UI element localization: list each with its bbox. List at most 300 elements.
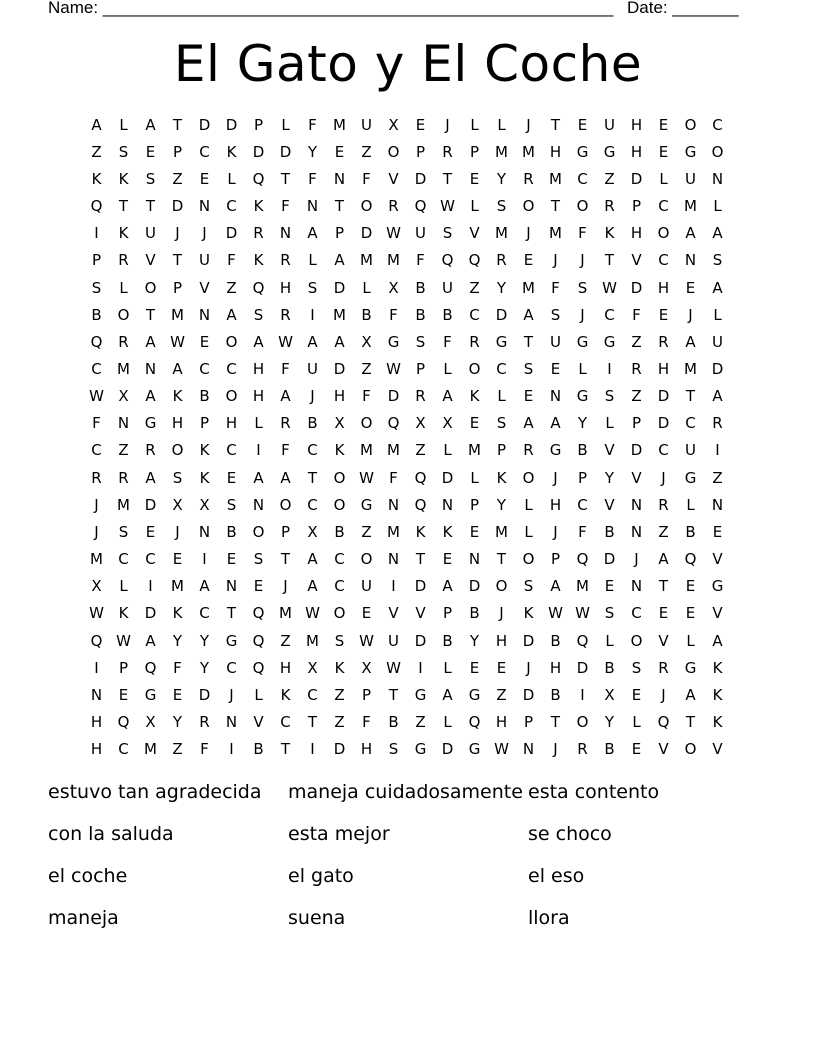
grid-letter: S	[496, 197, 507, 216]
grid-letter: M	[387, 251, 400, 270]
grid-letter: J	[175, 522, 180, 541]
grid-letter: K	[334, 441, 345, 460]
grid-letter: A	[199, 577, 210, 596]
grid-letter: R	[388, 197, 399, 216]
grid-letter: K	[226, 142, 237, 161]
grid-letter: O	[279, 495, 292, 514]
grid-letter: F	[362, 169, 371, 188]
grid-letter: Y	[172, 631, 183, 650]
grid-letter: J	[553, 522, 558, 541]
grid-letter: I	[310, 740, 315, 759]
grid-letter: Z	[712, 468, 723, 487]
grid-letter: K	[91, 169, 102, 188]
grid-letter: I	[148, 577, 153, 596]
grid-letter: M	[576, 577, 589, 596]
grid-letter: D	[144, 495, 157, 514]
grid-letter: E	[199, 332, 210, 351]
grid-letter: D	[198, 685, 211, 704]
grid-letter: I	[94, 658, 99, 677]
grid-letter: T	[280, 740, 291, 759]
grid-letter: H	[657, 278, 670, 297]
grid-letter: C	[91, 359, 102, 378]
grid-letter: Q	[468, 713, 481, 732]
grid-letter: E	[361, 604, 372, 623]
grid-letter: G	[603, 142, 616, 161]
grid-letter: L	[605, 414, 614, 433]
grid-letter: N	[279, 224, 292, 243]
grid-letter: A	[172, 359, 183, 378]
grid-letter: D	[657, 414, 670, 433]
grid-letter: Z	[631, 332, 642, 351]
grid-letter: O	[333, 468, 346, 487]
grid-letter: Z	[469, 278, 480, 297]
grid-letter: N	[387, 495, 400, 514]
grid-letter: B	[604, 740, 615, 759]
grid-letter: L	[443, 359, 452, 378]
grid-letter: T	[523, 332, 534, 351]
grid-letter: Q	[414, 495, 427, 514]
grid-letter: N	[306, 197, 319, 216]
grid-letter: F	[362, 713, 371, 732]
grid-letter: J	[580, 251, 585, 270]
grid-letter: Q	[468, 251, 481, 270]
grid-letter: H	[90, 713, 103, 732]
grid-letter: L	[713, 197, 722, 216]
grid-letter: P	[631, 197, 642, 216]
grid-letter: C	[631, 604, 642, 623]
grid-letter: W	[602, 278, 617, 297]
grid-letter: A	[91, 115, 102, 134]
grid-letter: E	[631, 740, 642, 759]
grid-letter: P	[631, 414, 642, 433]
grid-letter: K	[253, 251, 264, 270]
grid-letter: T	[172, 251, 183, 270]
grid-letter: A	[145, 468, 156, 487]
grid-letter: J	[553, 251, 558, 270]
grid-letter: H	[279, 658, 292, 677]
word-list-item: estuvo tan agradecida	[48, 781, 262, 803]
grid-letter: S	[145, 169, 156, 188]
grid-letter: Y	[199, 631, 210, 650]
grid-letter: F	[173, 658, 182, 677]
grid-letter: S	[523, 577, 534, 596]
grid-letter: A	[550, 414, 561, 433]
grid-letter: M	[171, 305, 184, 324]
grid-letter: S	[415, 332, 426, 351]
grid-letter: L	[686, 495, 695, 514]
grid-letter: L	[308, 251, 317, 270]
grid-letter: P	[118, 658, 129, 677]
grid-letter: C	[226, 658, 237, 677]
grid-letter: G	[576, 332, 589, 351]
grid-letter: G	[711, 577, 724, 596]
grid-letter: A	[685, 224, 696, 243]
grid-letter: P	[199, 414, 210, 433]
word-list-item: esta mejor	[288, 823, 390, 845]
grid-letter: D	[333, 278, 346, 297]
grid-letter: M	[549, 224, 562, 243]
grid-letter: K	[253, 197, 264, 216]
grid-letter: C	[577, 495, 588, 514]
grid-letter: C	[145, 550, 156, 569]
grid-letter: L	[119, 278, 128, 297]
grid-letter: L	[686, 631, 695, 650]
grid-letter: R	[118, 332, 129, 351]
grid-letter: A	[442, 685, 453, 704]
word-list-item: maneja cuidadosamente	[288, 781, 523, 803]
grid-letter: C	[118, 550, 129, 569]
grid-letter: D	[225, 224, 238, 243]
grid-letter: T	[334, 197, 345, 216]
grid-letter: S	[91, 278, 102, 297]
grid-letter: S	[523, 359, 534, 378]
grid-letter: E	[685, 604, 696, 623]
grid-letter: C	[280, 713, 291, 732]
grid-letter: B	[604, 522, 615, 541]
grid-letter: M	[468, 441, 481, 460]
grid-letter: U	[307, 359, 318, 378]
grid-letter: J	[526, 115, 531, 134]
grid-letter: N	[711, 169, 724, 188]
grid-letter: E	[523, 251, 534, 270]
grid-letter: L	[470, 115, 479, 134]
grid-letter: I	[418, 658, 423, 677]
grid-letter: C	[658, 251, 669, 270]
grid-letter: M	[495, 142, 508, 161]
grid-letter: X	[604, 685, 615, 704]
grid-letter: J	[310, 387, 315, 406]
grid-letter: A	[523, 414, 534, 433]
worksheet-header	[48, 0, 748, 18]
grid-letter: D	[441, 468, 454, 487]
grid-letter: D	[495, 305, 508, 324]
grid-letter: G	[684, 468, 697, 487]
grid-letter: V	[604, 441, 615, 460]
grid-letter: M	[171, 577, 184, 596]
grid-letter: Q	[252, 658, 265, 677]
grid-letter: O	[117, 305, 130, 324]
grid-letter: X	[307, 522, 318, 541]
grid-letter: F	[281, 441, 290, 460]
grid-letter: Z	[226, 278, 237, 297]
grid-letter: Q	[576, 550, 589, 569]
grid-letter: O	[684, 740, 697, 759]
grid-letter: E	[199, 169, 210, 188]
grid-letter: T	[685, 387, 696, 406]
grid-letter: F	[578, 522, 587, 541]
grid-letter: L	[497, 115, 506, 134]
grid-letter: T	[550, 197, 561, 216]
grid-letter: W	[548, 604, 563, 623]
grid-letter: J	[634, 550, 639, 569]
grid-letter: P	[550, 550, 561, 569]
grid-letter: W	[89, 604, 104, 623]
grid-letter: C	[226, 359, 237, 378]
grid-letter: S	[307, 278, 318, 297]
grid-letter: A	[253, 332, 264, 351]
grid-letter: C	[712, 115, 723, 134]
grid-letter: K	[172, 387, 183, 406]
grid-letter: C	[307, 441, 318, 460]
grid-letter: L	[659, 169, 668, 188]
grid-letter: N	[441, 495, 454, 514]
grid-letter: A	[334, 332, 345, 351]
word-list-item: esta contento	[528, 781, 660, 803]
grid-letter: M	[684, 359, 697, 378]
grid-letter: Q	[252, 278, 265, 297]
grid-letter: O	[252, 522, 265, 541]
grid-letter: U	[361, 115, 372, 134]
grid-letter: D	[711, 359, 724, 378]
grid-letter: C	[226, 441, 237, 460]
grid-letter: N	[630, 522, 643, 541]
grid-letter: W	[440, 197, 455, 216]
grid-letter: S	[172, 468, 183, 487]
grid-letter: P	[361, 685, 372, 704]
grid-letter: J	[526, 224, 531, 243]
grid-letter: Q	[414, 468, 427, 487]
grid-letter: O	[171, 441, 184, 460]
grid-letter: O	[225, 332, 238, 351]
grid-letter: B	[415, 278, 426, 297]
grid-letter: O	[522, 197, 535, 216]
grid-letter: A	[685, 685, 696, 704]
grid-letter: H	[333, 387, 346, 406]
grid-letter: E	[469, 169, 480, 188]
grid-letter: D	[657, 387, 670, 406]
word-list-item: el coche	[48, 865, 128, 887]
grid-letter: D	[630, 278, 643, 297]
grid-letter: P	[172, 278, 183, 297]
grid-letter: S	[118, 142, 129, 161]
grid-letter: R	[199, 713, 210, 732]
grid-letter: Q	[90, 332, 103, 351]
grid-letter: E	[685, 278, 696, 297]
grid-letter: O	[387, 142, 400, 161]
grid-letter: S	[550, 305, 561, 324]
grid-letter: U	[685, 169, 696, 188]
grid-letter: A	[712, 224, 723, 243]
grid-letter: G	[495, 332, 508, 351]
grid-letter: Z	[334, 685, 345, 704]
grid-letter: F	[389, 468, 398, 487]
grid-letter: W	[170, 332, 185, 351]
grid-letter: X	[145, 713, 156, 732]
grid-letter: C	[577, 169, 588, 188]
grid-letter: H	[657, 359, 670, 378]
grid-letter: C	[685, 414, 696, 433]
grid-letter: E	[415, 115, 426, 134]
grid-letter: R	[91, 468, 102, 487]
grid-letter: J	[283, 577, 288, 596]
grid-letter: M	[387, 522, 400, 541]
grid-letter: W	[386, 224, 401, 243]
grid-letter: Z	[118, 441, 129, 460]
grid-letter: R	[280, 414, 291, 433]
grid-letter: K	[280, 685, 291, 704]
grid-letter: V	[658, 631, 669, 650]
grid-letter: F	[92, 414, 101, 433]
grid-letter: O	[360, 197, 373, 216]
grid-letter: R	[604, 197, 615, 216]
grid-letter: X	[388, 278, 399, 297]
grid-letter: V	[388, 169, 399, 188]
grid-letter: U	[550, 332, 561, 351]
grid-letter: Q	[252, 604, 265, 623]
grid-letter: O	[360, 550, 373, 569]
grid-letter: A	[712, 278, 723, 297]
grid-letter: D	[225, 115, 238, 134]
grid-letter: E	[685, 577, 696, 596]
grid-letter: Z	[91, 142, 102, 161]
grid-letter: H	[630, 224, 643, 243]
grid-letter: B	[334, 522, 345, 541]
grid-letter: X	[388, 115, 399, 134]
grid-letter: T	[307, 468, 318, 487]
grid-letter: M	[522, 278, 535, 297]
grid-letter: Q	[252, 631, 265, 650]
grid-letter: T	[442, 169, 453, 188]
grid-letter: F	[308, 169, 317, 188]
grid-letter: R	[118, 251, 129, 270]
grid-letter: E	[658, 142, 669, 161]
grid-letter: I	[715, 441, 720, 460]
grid-letter: C	[91, 441, 102, 460]
grid-letter: T	[496, 550, 507, 569]
grid-letter: Z	[334, 713, 345, 732]
grid-letter: N	[90, 685, 103, 704]
grid-letter: C	[199, 359, 210, 378]
grid-letter: N	[333, 169, 346, 188]
name-field-label: Name: ______________________________________________________	[48, 0, 614, 17]
grid-letter: K	[172, 604, 183, 623]
grid-letter: P	[334, 224, 345, 243]
grid-letter: K	[118, 224, 129, 243]
grid-letter: R	[658, 495, 669, 514]
grid-letter: J	[580, 305, 585, 324]
grid-letter: Z	[361, 359, 372, 378]
grid-letter: U	[361, 577, 372, 596]
grid-letter: D	[333, 359, 346, 378]
grid-letter: U	[685, 441, 696, 460]
grid-letter: O	[495, 577, 508, 596]
grid-letter: V	[469, 224, 480, 243]
grid-letter: S	[604, 387, 615, 406]
grid-letter: C	[604, 305, 615, 324]
grid-letter: Q	[90, 631, 103, 650]
grid-letter: L	[632, 713, 641, 732]
grid-letter: G	[684, 142, 697, 161]
grid-letter: E	[523, 387, 534, 406]
grid-letter: A	[442, 387, 453, 406]
grid-letter: U	[712, 332, 723, 351]
grid-letter: G	[576, 142, 589, 161]
grid-letter: G	[360, 495, 373, 514]
grid-letter: V	[631, 468, 642, 487]
grid-letter: P	[91, 251, 102, 270]
grid-letter: R	[658, 332, 669, 351]
grid-letter: G	[144, 414, 157, 433]
grid-letter: Z	[172, 740, 183, 759]
grid-letter: E	[604, 577, 615, 596]
grid-letter: Y	[496, 495, 507, 514]
grid-letter: D	[603, 550, 616, 569]
grid-letter: W	[305, 604, 320, 623]
grid-letter: N	[252, 495, 265, 514]
grid-letter: M	[495, 224, 508, 243]
grid-letter: A	[280, 468, 291, 487]
grid-letter: O	[360, 414, 373, 433]
grid-letter: C	[226, 197, 237, 216]
grid-letter: K	[712, 658, 723, 677]
grid-letter: A	[334, 251, 345, 270]
grid-letter: R	[442, 142, 453, 161]
grid-letter: H	[549, 495, 562, 514]
grid-letter: V	[388, 604, 399, 623]
grid-letter: L	[443, 713, 452, 732]
grid-letter: T	[388, 685, 399, 704]
grid-letter: W	[494, 740, 509, 759]
grid-letter: T	[145, 305, 156, 324]
grid-letter: A	[550, 577, 561, 596]
grid-letter: Q	[387, 414, 400, 433]
grid-letter: R	[145, 441, 156, 460]
grid-letter: X	[118, 387, 129, 406]
grid-letter: Q	[117, 713, 130, 732]
grid-letter: L	[713, 305, 722, 324]
grid-letter: S	[388, 740, 399, 759]
grid-letter: K	[496, 468, 507, 487]
grid-letter: D	[333, 740, 346, 759]
grid-letter: R	[118, 468, 129, 487]
word-list-item: con la saluda	[48, 823, 174, 845]
grid-letter: O	[630, 631, 643, 650]
grid-letter: R	[523, 169, 534, 188]
grid-letter: W	[359, 468, 374, 487]
grid-letter: V	[199, 278, 210, 297]
grid-letter: K	[118, 169, 129, 188]
grid-letter: U	[145, 224, 156, 243]
grid-letter: O	[225, 387, 238, 406]
grid-letter: F	[551, 278, 560, 297]
grid-letter: K	[469, 387, 480, 406]
grid-letter: I	[229, 740, 234, 759]
grid-letter: M	[549, 169, 562, 188]
grid-letter: I	[256, 441, 261, 460]
grid-letter: V	[712, 604, 723, 623]
grid-letter: K	[604, 224, 615, 243]
grid-letter: E	[577, 115, 588, 134]
grid-letter: Z	[658, 522, 669, 541]
grid-letter: S	[604, 604, 615, 623]
grid-letter: J	[229, 685, 234, 704]
grid-letter: M	[360, 251, 373, 270]
grid-letter: S	[442, 224, 453, 243]
grid-letter: T	[658, 577, 669, 596]
grid-letter: P	[469, 495, 480, 514]
grid-letter: A	[307, 550, 318, 569]
grid-letter: B	[685, 522, 696, 541]
grid-letter: Z	[631, 387, 642, 406]
grid-letter: Q	[684, 550, 697, 569]
grid-letter: J	[661, 468, 666, 487]
grid-letter: T	[550, 115, 561, 134]
grid-letter: T	[685, 713, 696, 732]
grid-letter: E	[469, 658, 480, 677]
grid-letter: D	[360, 224, 373, 243]
grid-letter: L	[281, 115, 290, 134]
grid-letter: O	[576, 713, 589, 732]
